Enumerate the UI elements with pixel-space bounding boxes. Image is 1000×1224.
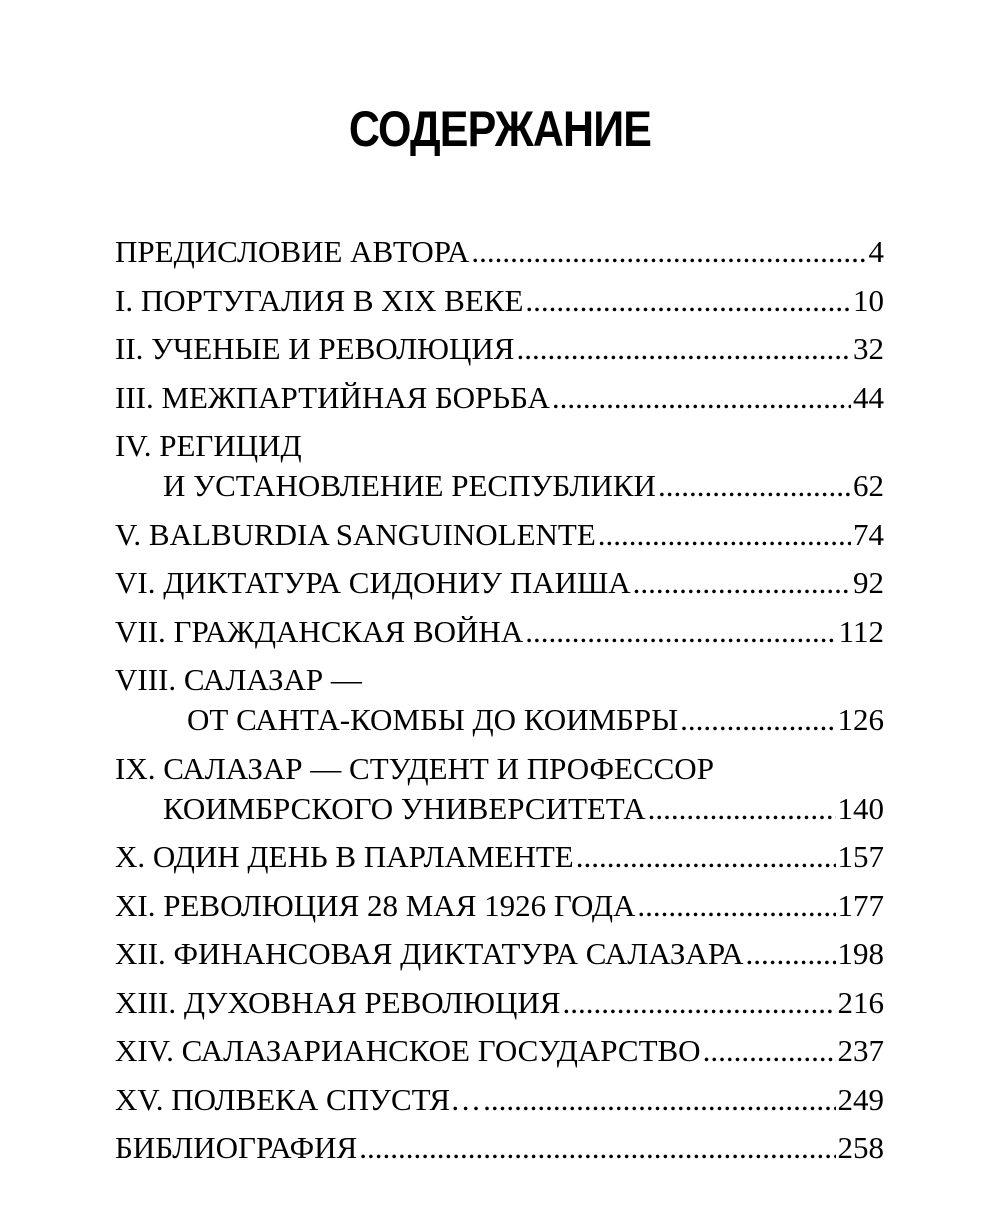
toc-page-number: 62 [853,468,884,503]
table-of-contents [115,232,884,1177]
toc-entry-title: I. ПОРТУГАЛИЯ В XIX ВЕКЕ [115,282,524,318]
toc-entry-line [115,563,884,603]
toc-entry-title: VIII. САЛАЗАР — [115,662,362,697]
toc-entry-line [115,466,884,506]
toc-entry-line [115,378,884,418]
toc-entry-line [115,1031,884,1071]
toc-entry-line [115,789,884,829]
toc-entry [115,934,884,974]
toc-entry-title: IV. РЕГИЦИД [115,428,302,463]
toc-entry-line [115,700,884,740]
toc-entry-line [115,983,884,1023]
toc-entry-line [115,749,884,789]
toc-entry-title: VII. ГРАЖДАНСКАЯ ВОЙНА [115,613,524,649]
toc-entry-title: ОТ САНТА-КОМБЫ ДО КОИМБРЫ [187,702,679,737]
toc-page-number: 237 [837,1033,884,1068]
toc-entry-title: IX. САЛАЗАР — СТУДЕНТ И ПРОФЕССОР [115,750,714,786]
toc-entry [115,749,884,829]
toc-entry [115,232,884,272]
toc-entry-line [115,1128,884,1168]
dot-leader [562,983,835,1023]
toc-entry [115,837,884,877]
toc-entry [115,983,884,1023]
toc-entry-title: II. УЧЕНЫЕ И РЕВОЛЮЦИЯ [115,331,515,366]
dot-leader [359,1128,835,1168]
toc-entry-line [115,232,884,272]
dot-leader [637,886,835,926]
toc-entry-title: III. МЕЖПАРТИЙНАЯ БОРЬБА [115,379,550,415]
toc-entry-title: X. ОДИН ДЕНЬ В ПАРЛАМЕНТЕ [115,839,574,874]
toc-page-number: 32 [853,331,884,366]
dot-leader [648,789,836,829]
toc-entry-line [115,426,884,466]
dot-leader [471,232,866,272]
toc-entry [115,281,884,321]
dot-leader [703,1031,836,1071]
toc-entry-title: V. BALBURDIA SANGUINOLENTE [115,516,596,552]
toc-page-number: 177 [837,887,884,923]
toc-entry-line [115,281,884,321]
page-title: СОДЕРЖАНИЕ [348,101,652,157]
toc-entry-title: XV. ПОЛВЕКА СПУСТЯ… [115,1081,482,1117]
dot-leader [598,515,851,555]
toc-entry-line [115,329,884,369]
toc-entry [115,378,884,418]
toc-page-number: 4 [868,234,884,269]
dot-leader [516,329,851,369]
toc-entry-title: ПРЕДИСЛОВИЕ АВТОРА [115,234,470,269]
toc-entry-line [115,886,884,926]
toc-entry [115,1080,884,1120]
toc-entry-line [115,660,884,700]
toc-entry [115,329,884,369]
dot-leader [576,837,836,877]
toc-entry-title: XII. ФИНАНСОВАЯ ДИКТАТУРА САЛАЗАРА [115,936,744,971]
dot-leader [633,563,851,603]
toc-entry-line [115,515,884,555]
toc-page-number: 249 [837,1081,884,1117]
toc-entry [115,886,884,926]
toc-entry [115,1128,884,1168]
toc-entry [115,660,884,740]
toc-page-number: 44 [853,379,884,415]
toc-page-number: 74 [853,516,884,552]
toc-entry-title: БИБЛИОГРАФИЯ [115,1130,358,1165]
toc-entry [115,563,884,603]
toc-entry-title: XI. РЕВОЛЮЦИЯ 28 МАЯ 1926 ГОДА [115,887,636,923]
dot-leader [525,612,836,652]
toc-page-number: 112 [838,613,884,649]
toc-entry [115,612,884,652]
toc-entry-line [115,837,884,877]
toc-entry [115,1031,884,1071]
toc-entry-title: XIV. САЛАЗАРИАНСКОЕ ГОСУДАРСТВО [115,1033,701,1068]
toc-entry-title: XIII. ДУХОВНАЯ РЕВОЛЮЦИЯ [115,984,561,1020]
dot-leader [525,281,851,321]
toc-page-number: 10 [853,282,884,318]
toc-page-number: 92 [853,565,884,600]
toc-entry-line [115,1080,884,1120]
toc-entry-title: И УСТАНОВЛЕНИЕ РЕСПУБЛИКИ [163,468,656,503]
toc-page-number: 258 [837,1130,884,1165]
toc-entry [115,515,884,555]
toc-entry-title: VI. ДИКТАТУРА СИДОНИУ ПАИША [115,565,631,600]
toc-page-number: 198 [837,936,884,971]
toc-page-number: 216 [837,984,884,1020]
toc-page-number: 157 [837,839,884,874]
dot-leader [658,466,851,506]
dot-leader [745,934,835,974]
toc-entry-title: КОИМБРСКОГО УНИВЕРСИТЕТА [163,790,646,826]
toc-entry-line [115,934,884,974]
dot-leader [483,1080,835,1120]
dot-leader [680,700,835,740]
toc-entry [115,426,884,506]
dot-leader [552,378,851,418]
toc-page-number: 126 [837,702,884,737]
toc-entry-line [115,612,884,652]
toc-page-number: 140 [837,790,884,826]
